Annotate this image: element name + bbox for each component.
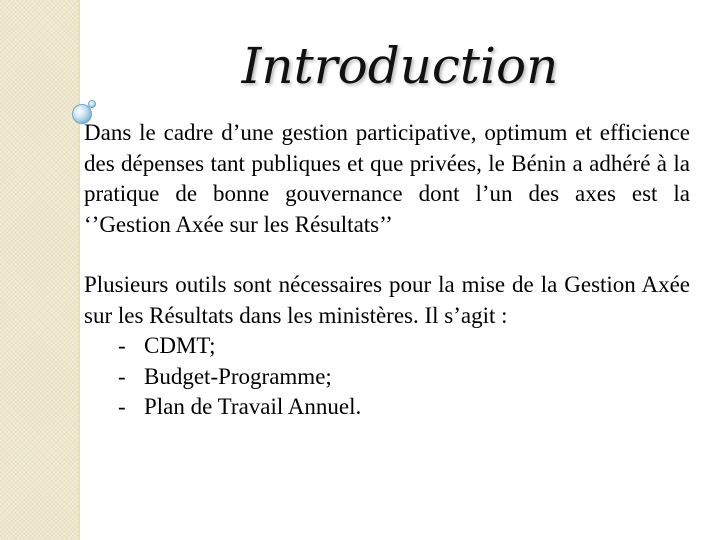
paragraph-tools: Plusieurs outils sont nécessaires pour la mise de la Gestion Axée sur les Résultats dans les ministères. Il s’agit : [84, 272, 690, 328]
bullet-dash: - [118, 394, 126, 419]
small-bubble-icon [88, 100, 96, 108]
list-item [118, 392, 690, 423]
list-item-text: Budget-Programme; [144, 363, 332, 389]
bullet-dash: - [118, 333, 126, 358]
slide-title: Introduction [241, 37, 559, 95]
tools-list [84, 331, 690, 423]
paragraph-context: Dans le cadre d’une gestion participative, optimum et efficience des dépenses tant publiques et que privées, le Bénin a adhéré à la pratique de bonne gouvernance dont l’un des axes est la ‘’Gestion Axée sur les Résultats’’ [84, 120, 690, 237]
bullet-dash: - [118, 363, 126, 389]
slide-body [84, 118, 690, 423]
list-item-text: CDMT; [144, 333, 216, 358]
list-item-text: Plan de Travail Annuel. [144, 394, 362, 419]
decorative-left-band [0, 0, 78, 540]
list-item [118, 362, 690, 393]
list-item [118, 331, 690, 362]
